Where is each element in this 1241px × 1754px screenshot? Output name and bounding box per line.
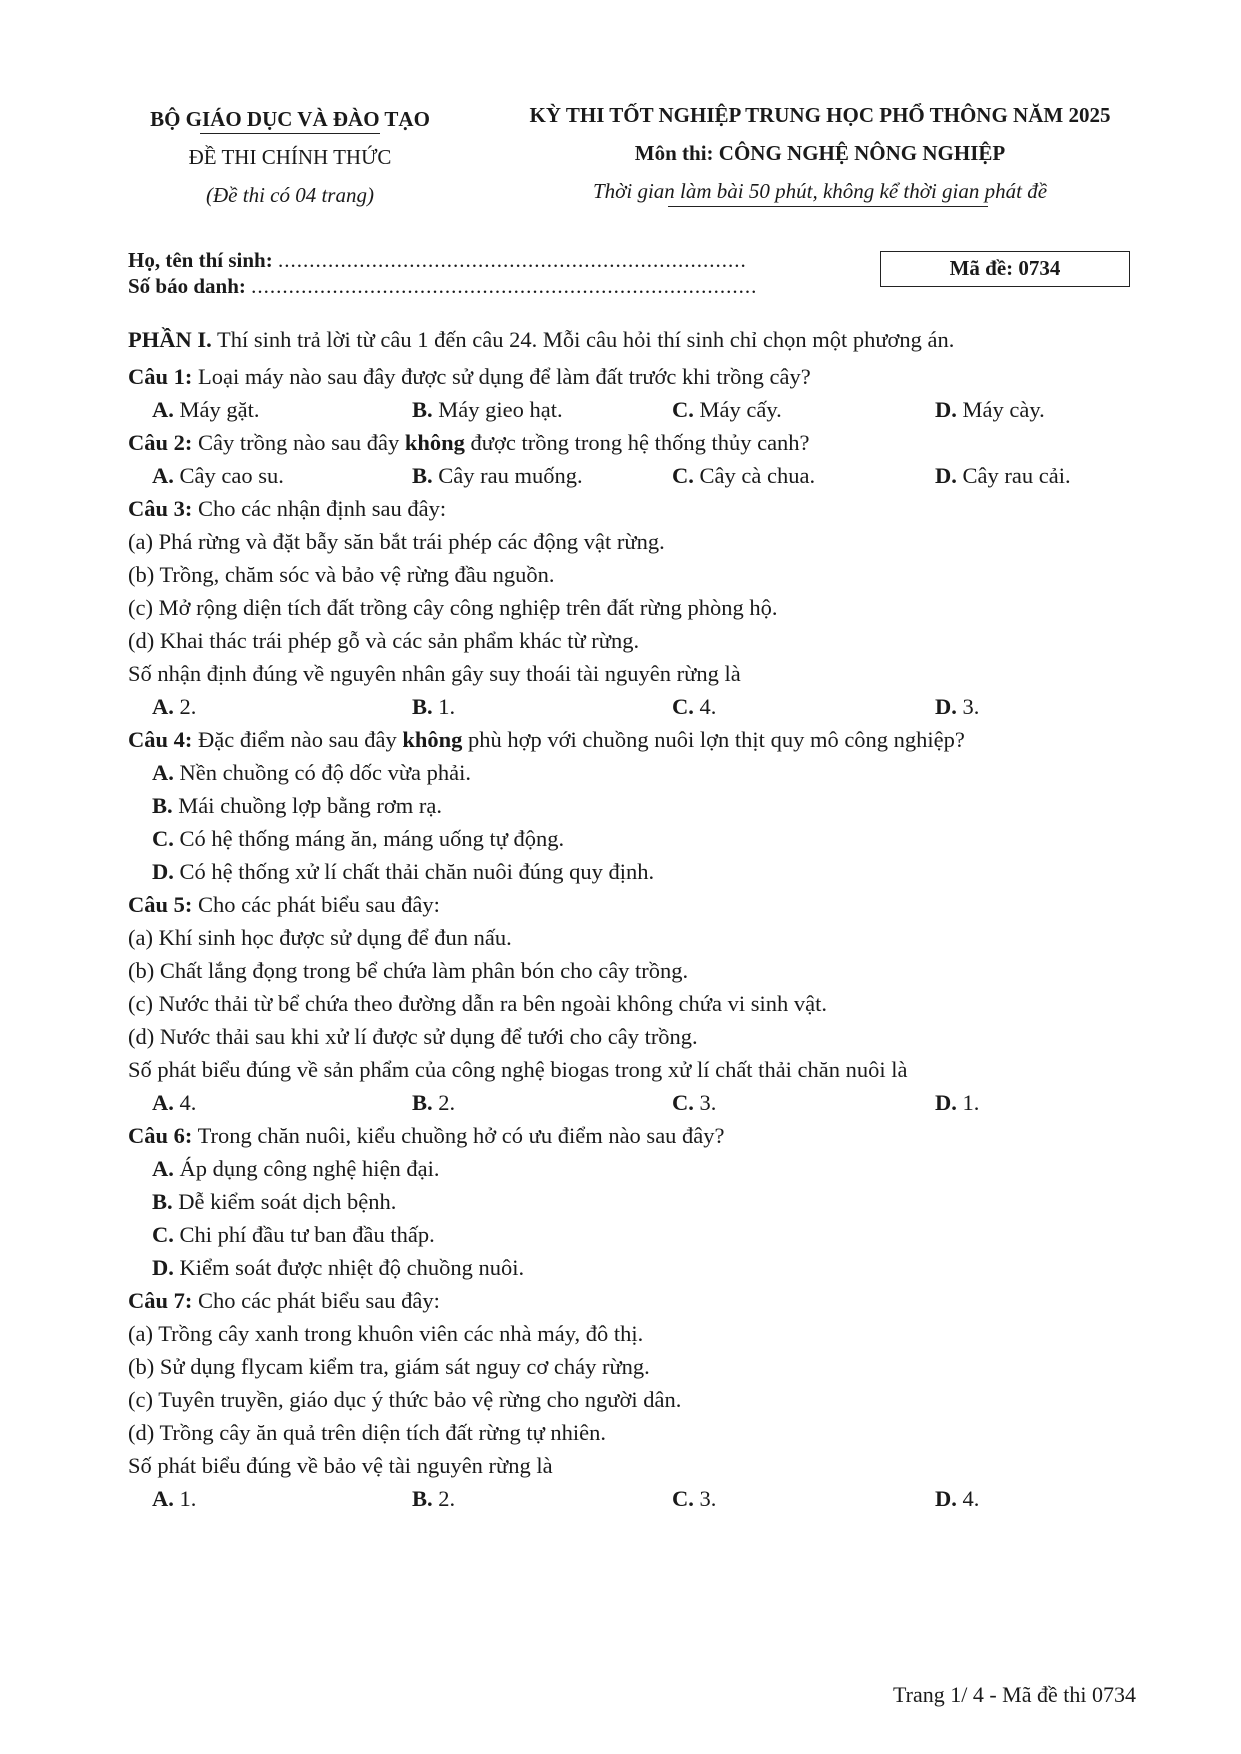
answer-option <box>128 822 1128 855</box>
answer-option <box>672 1086 716 1119</box>
option-text: Cây rau cải. <box>962 463 1071 488</box>
question-label: Câu 7: <box>128 1288 193 1313</box>
part-label: PHẦN I. <box>128 327 212 352</box>
option-letter: D. <box>935 1090 957 1115</box>
option-letter: A. <box>152 694 174 719</box>
option-letter: D. <box>935 1486 957 1511</box>
answer-option <box>412 1086 455 1119</box>
time-note: Thời gian làm bài 50 phút, không kể thời gian phát đề <box>592 179 1048 203</box>
option-letter: D. <box>152 859 174 884</box>
option-letter: A. <box>152 1090 174 1115</box>
answer-option <box>128 756 1128 789</box>
option-letter: D. <box>935 463 957 488</box>
option-letter: B. <box>412 463 433 488</box>
question-emphasis: không <box>404 430 465 455</box>
question-emphasis: không <box>402 727 463 752</box>
answer-option <box>412 459 583 492</box>
question-label: Câu 5: <box>128 892 193 917</box>
option-text: 3. <box>699 1486 717 1511</box>
question-text: Loại máy nào sau đây được sử dụng để làm đất trước khi trồng cây? <box>198 364 811 389</box>
option-letter: B. <box>152 793 173 818</box>
question-label: Câu 1: <box>128 364 193 389</box>
option-text: Nền chuồng có độ dốc vừa phải. <box>179 760 471 785</box>
header-left-underline <box>200 133 380 134</box>
exam-title: KỲ THI TỐT NGHIỆP TRUNG HỌC PHỔ THÔNG NĂM 2025 <box>529 103 1111 127</box>
header-left <box>130 100 450 214</box>
answer-option <box>152 690 196 723</box>
answer-option <box>672 690 716 723</box>
answer-option <box>128 1251 1128 1284</box>
option-letter: A. <box>152 1486 174 1511</box>
question-text: Cho các nhận định sau đây: <box>198 496 447 521</box>
option-letter: A. <box>152 463 174 488</box>
answer-option <box>935 459 1071 492</box>
option-text: Cây rau muống. <box>438 463 583 488</box>
question-stem <box>128 492 1128 525</box>
question-stem <box>128 1284 1128 1317</box>
ministry-name: BỘ GIÁO DỤC VÀ ĐÀO TẠO <box>150 107 430 131</box>
option-text: 3. <box>699 1090 717 1115</box>
statement: (a) Phá rừng và đặt bẫy săn bắt trái phép các động vật rừng. <box>128 529 665 554</box>
part-text: Thí sinh trả lời từ câu 1 đến câu 24. Mỗi câu hỏi thí sinh chỉ chọn một phương án. <box>216 327 955 352</box>
option-text: Máy cấy. <box>699 397 782 422</box>
answer-option <box>935 1086 979 1119</box>
option-letter: A. <box>152 760 174 785</box>
answer-option <box>128 1185 1128 1218</box>
option-text: Cây cao su. <box>179 463 284 488</box>
statement: (d) Khai thác trái phép gỗ và các sản phẩm khác từ rừng. <box>128 628 640 653</box>
answer-option <box>152 1482 196 1515</box>
statement: (a) Trồng cây xanh trong khuôn viên các nhà máy, đô thị. <box>128 1321 644 1346</box>
part-instructions <box>128 320 1128 360</box>
option-text: Máy gặt. <box>179 397 260 422</box>
option-letter: C. <box>672 1486 694 1511</box>
option-text: 2. <box>438 1090 456 1115</box>
option-text: Mái chuồng lợp bằng rơm rạ. <box>178 793 443 818</box>
option-letter: C. <box>672 397 694 422</box>
question-stem <box>128 360 1128 393</box>
statement: (d) Trồng cây ăn quả trên diện tích đất rừng tự nhiên. <box>128 1420 607 1445</box>
answer-option <box>152 1086 196 1119</box>
question-label: Câu 4: <box>128 727 193 752</box>
option-letter: B. <box>412 694 433 719</box>
option-text: 2. <box>438 1486 456 1511</box>
option-letter: C. <box>152 826 174 851</box>
option-letter: C. <box>672 463 694 488</box>
option-text: 3. <box>962 694 980 719</box>
option-text: Cây cà chua. <box>699 463 816 488</box>
question-text: Đặc điểm nào sau đây <box>198 727 397 752</box>
answer-option <box>128 1218 1128 1251</box>
question-text: Cây trồng nào sau đây <box>198 430 400 455</box>
options-row <box>128 459 1128 492</box>
option-letter: D. <box>935 397 957 422</box>
option-letter: B. <box>412 1486 433 1511</box>
answer-option <box>128 855 1128 888</box>
option-text: 4. <box>179 1090 197 1115</box>
option-text: Có hệ thống máng ăn, máng uống tự động. <box>179 826 565 851</box>
answer-option <box>128 789 1128 822</box>
statement: (a) Khí sinh học được sử dụng để đun nấu. <box>128 925 512 950</box>
candidate-name-line <box>128 248 747 273</box>
option-letter: C. <box>672 1090 694 1115</box>
question-stem <box>128 1119 1128 1152</box>
option-text: 1. <box>962 1090 980 1115</box>
candidate-name-dots: ........................................................................... <box>277 248 747 272</box>
option-text: Chi phí đầu tư ban đầu thấp. <box>179 1222 435 1247</box>
page-footer: Trang 1/ 4 - Mã đề thi 0734 <box>892 1682 1136 1707</box>
official-label: ĐỀ THI CHÍNH THỨC <box>188 145 392 169</box>
options-row <box>128 690 1128 723</box>
question-lead: Số phát biểu đúng về bảo vệ tài nguyên rừng là <box>128 1453 553 1478</box>
subject-line <box>480 134 1160 172</box>
question-label: Câu 2: <box>128 430 193 455</box>
answer-option <box>672 1482 716 1515</box>
question-text: Cho các phát biểu sau đây: <box>198 1288 440 1313</box>
statement: (d) Nước thải sau khi xử lí được sử dụng để tưới cho cây trồng. <box>128 1024 698 1049</box>
header-right <box>480 96 1160 210</box>
option-text: Máy cày. <box>962 397 1045 422</box>
answer-option <box>412 393 563 426</box>
answer-option <box>672 459 815 492</box>
candidate-id-label: Số báo danh: <box>128 274 246 298</box>
exam-code-label: Mã đề: <box>949 256 1014 280</box>
candidate-id-line <box>128 274 757 299</box>
statement: (c) Nước thải từ bể chứa theo đường dẫn ra bên ngoài không chứa vi sinh vật. <box>128 991 827 1016</box>
answer-option <box>152 459 284 492</box>
question-text-rest: phù hợp với chuồng nuôi lợn thịt quy mô công nghiệp? <box>468 727 965 752</box>
question-stem <box>128 426 1128 459</box>
option-letter: B. <box>412 1090 433 1115</box>
question-lead: Số nhận định đúng về nguyên nhân gây suy thoái tài nguyên rừng là <box>128 661 741 686</box>
answer-option <box>412 1482 455 1515</box>
option-letter: D. <box>152 1255 174 1280</box>
option-letter: A. <box>152 1156 174 1181</box>
option-text: 1. <box>438 694 456 719</box>
option-text: Dễ kiểm soát dịch bệnh. <box>178 1189 397 1214</box>
statement: (b) Chất lắng đọng trong bể chứa làm phân bón cho cây trồng. <box>128 958 689 983</box>
question-lead: Số phát biểu đúng về sản phẩm của công nghệ biogas trong xử lí chất thải chăn nuôi là <box>128 1057 908 1082</box>
candidate-name-label: Họ, tên thí sinh: <box>128 248 273 272</box>
statement: (b) Trồng, chăm sóc và bảo vệ rừng đầu nguồn. <box>128 562 555 587</box>
exam-code: 0734 <box>1018 256 1061 280</box>
question-text-rest: được trồng trong hệ thống thủy canh? <box>470 430 810 455</box>
option-text: 4. <box>962 1486 980 1511</box>
pages-note: (Đề thi có 04 trang) <box>206 183 374 207</box>
exam-content <box>128 320 1128 1515</box>
header-right-underline <box>668 206 988 207</box>
answer-option <box>935 1482 979 1515</box>
options-row <box>128 393 1128 426</box>
statement: (b) Sử dụng flycam kiểm tra, giám sát nguy cơ cháy rừng. <box>128 1354 650 1379</box>
answer-option <box>935 690 979 723</box>
question-label: Câu 6: <box>128 1123 193 1148</box>
option-text: Có hệ thống xử lí chất thải chăn nuôi đúng quy định. <box>179 859 655 884</box>
option-letter: B. <box>412 397 433 422</box>
subject-label: Môn thi: <box>634 141 714 165</box>
option-letter: D. <box>935 694 957 719</box>
answer-option <box>128 1152 1128 1185</box>
option-letter: C. <box>152 1222 174 1247</box>
option-text: Áp dụng công nghệ hiện đại. <box>179 1156 440 1181</box>
question-stem <box>128 888 1128 921</box>
option-text: Kiểm soát được nhiệt độ chuồng nuôi. <box>179 1255 525 1280</box>
question-text: Trong chăn nuôi, kiểu chuồng hở có ưu điểm nào sau đây? <box>197 1123 725 1148</box>
options-row <box>128 1086 1128 1119</box>
option-text: Máy gieo hạt. <box>438 397 563 422</box>
answer-option <box>672 393 782 426</box>
question-text: Cho các phát biểu sau đây: <box>198 892 440 917</box>
option-letter: C. <box>672 694 694 719</box>
option-letter: A. <box>152 397 174 422</box>
answer-option <box>412 690 455 723</box>
statement: (c) Tuyên truyền, giáo dục ý thức bảo vệ rừng cho người dân. <box>128 1387 682 1412</box>
option-letter: B. <box>152 1189 173 1214</box>
subject-name: CÔNG NGHỆ NÔNG NGHIỆP <box>718 141 1006 165</box>
candidate-id-dots: ................................................................................. <box>251 274 758 298</box>
options-row <box>128 1482 1128 1515</box>
option-text: 4. <box>699 694 717 719</box>
answer-option <box>935 393 1045 426</box>
exam-code-box <box>880 251 1130 287</box>
question-stem <box>128 723 1128 756</box>
answer-option <box>152 393 259 426</box>
option-text: 1. <box>179 1486 197 1511</box>
question-label: Câu 3: <box>128 496 193 521</box>
option-text: 2. <box>179 694 197 719</box>
statement: (c) Mở rộng diện tích đất trồng cây công nghiệp trên đất rừng phòng hộ. <box>128 595 778 620</box>
